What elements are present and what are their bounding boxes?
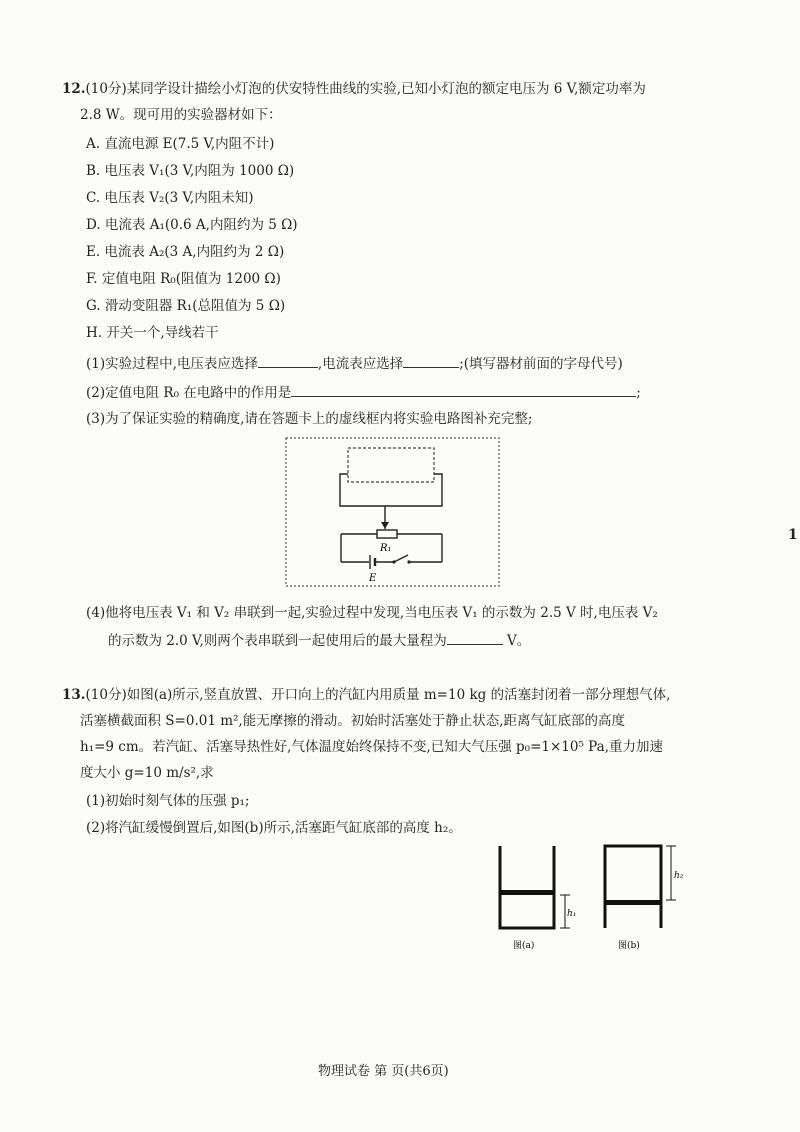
q12-intro2: 2.8 W。现可用的实验器材如下： [80, 107, 282, 123]
q13-number: 13. [62, 687, 86, 703]
q12-circuit-figure [285, 436, 501, 588]
q13-line1-text: (10分)如图(a)所示,竖直放置、开口向上的汽缸内用质量 m=10 kg 的活塞封闭着一部分理想气体, [85, 687, 671, 703]
figure-a-cylinder [500, 846, 576, 951]
figure-b-cylinder [605, 846, 684, 951]
q12-part3: (3)为了保证实验的精确度,请在答题卡上的虚线框内将实验电路图补充完整; [86, 411, 533, 427]
page-footer: 物理试卷 第 页(共6页) [318, 1064, 449, 1079]
q12-blank-max-range[interactable] [447, 630, 503, 645]
slider-arrow-icon [381, 522, 389, 529]
q13-line3: h₁=9 cm。若汽缸、活塞导热性好,气体温度始终保持不变,已知大气压强 p₀=1×10⁵ Pa,重力加速 [80, 739, 663, 755]
q13-line1 [62, 686, 670, 704]
q12-part4-unit: V。 [507, 633, 531, 649]
q12-item-e: E. 电流表 A₂(3 A,内阻约为 2 Ω) [86, 244, 285, 260]
q13-sub2: (2)将汽缸缓慢倒置后,如图(b)所示,活塞距气缸底部的高度 h₂。 [86, 820, 462, 836]
figure-b-h2-label: h₂ [674, 871, 684, 881]
q12-part2 [86, 382, 641, 402]
q12-item-d: D. 电流表 A₁(0.6 A,内阻约为 5 Ω) [86, 217, 298, 233]
rheostat-label: R₁ [380, 543, 392, 554]
side-page-number: 1 [788, 527, 798, 543]
battery-label: E [369, 573, 377, 584]
switch-blade-icon [394, 555, 408, 562]
q13-line4: 度大小 g=10 m/s²,求 [80, 765, 214, 781]
q12-part4-line2 [108, 630, 530, 650]
q12-item-b: B. 电压表 V₁(3 V,内阻为 1000 Ω) [86, 163, 295, 179]
figure-a-h1-label: h₁ [567, 909, 577, 919]
rheostat-r1-symbol [377, 530, 397, 538]
q13-cylinder-figures [488, 838, 688, 958]
q12-blank-voltmeter[interactable] [258, 353, 318, 368]
q12-item-g: G. 滑动变阻器 R₁(总阻值为 5 Ω) [86, 298, 286, 314]
q12-part2-text: (2)定值电阻 R₀ 在电路中的作用是 [86, 385, 292, 401]
q12-intro1: (10分)某同学设计描绘小灯泡的伏安特性曲线的实验,已知小灯泡的额定电压为 6 V,额定功率为 [85, 81, 646, 97]
figure-b-caption: 图(b) [618, 941, 640, 951]
q13-line2: 活塞横截面积 S=0.01 m²,能无摩擦的滑动。初始时活塞处于静止状态,距离气缸底部的高度 [80, 713, 625, 729]
q12-intro-line1 [62, 80, 646, 98]
figure-b-piston [606, 900, 660, 905]
q12-item-a: A. 直流电源 E(7.5 V,内阻不计) [86, 136, 275, 152]
q12-part1-text-b: ,电流表应选择 [317, 356, 404, 372]
q12-part1-text-c: ;(填写器材前面的字母代号) [459, 356, 623, 372]
figure-a-caption: 图(a) [513, 941, 535, 951]
q12-blank-ammeter[interactable] [403, 353, 459, 368]
figure-a-piston [501, 890, 553, 895]
q12-part1-text-a: (1)实验过程中,电压表应选择 [86, 356, 258, 372]
q12-part4-text: 的示数为 2.0 V,则两个表串联到一起使用后的最大量程为 [108, 633, 447, 649]
q12-item-h: H. 开关一个,导线若干 [86, 325, 219, 341]
q12-item-c: C. 电压表 V₂(3 V,内阻未知) [86, 190, 254, 206]
q13-sub1: (1)初始时刻气体的压强 p₁; [86, 793, 250, 809]
q12-part4-line1: (4)他将电压表 V₁ 和 V₂ 串联到一起,实验过程中发现,当电压表 V₁ 的示数为 2.5 V 时,电压表 V₂ [86, 605, 658, 621]
answer-dashed-frame[interactable] [286, 438, 499, 586]
q12-blank-r0-role[interactable] [291, 382, 636, 397]
q12-item-f: F. 定值电阻 R₀(阻值为 1200 Ω) [86, 271, 281, 287]
q12-part1 [86, 353, 623, 373]
q12-number: 12. [62, 81, 86, 97]
circuit-dashed-box[interactable] [348, 448, 434, 482]
q12-part2-end: ; [636, 385, 641, 401]
